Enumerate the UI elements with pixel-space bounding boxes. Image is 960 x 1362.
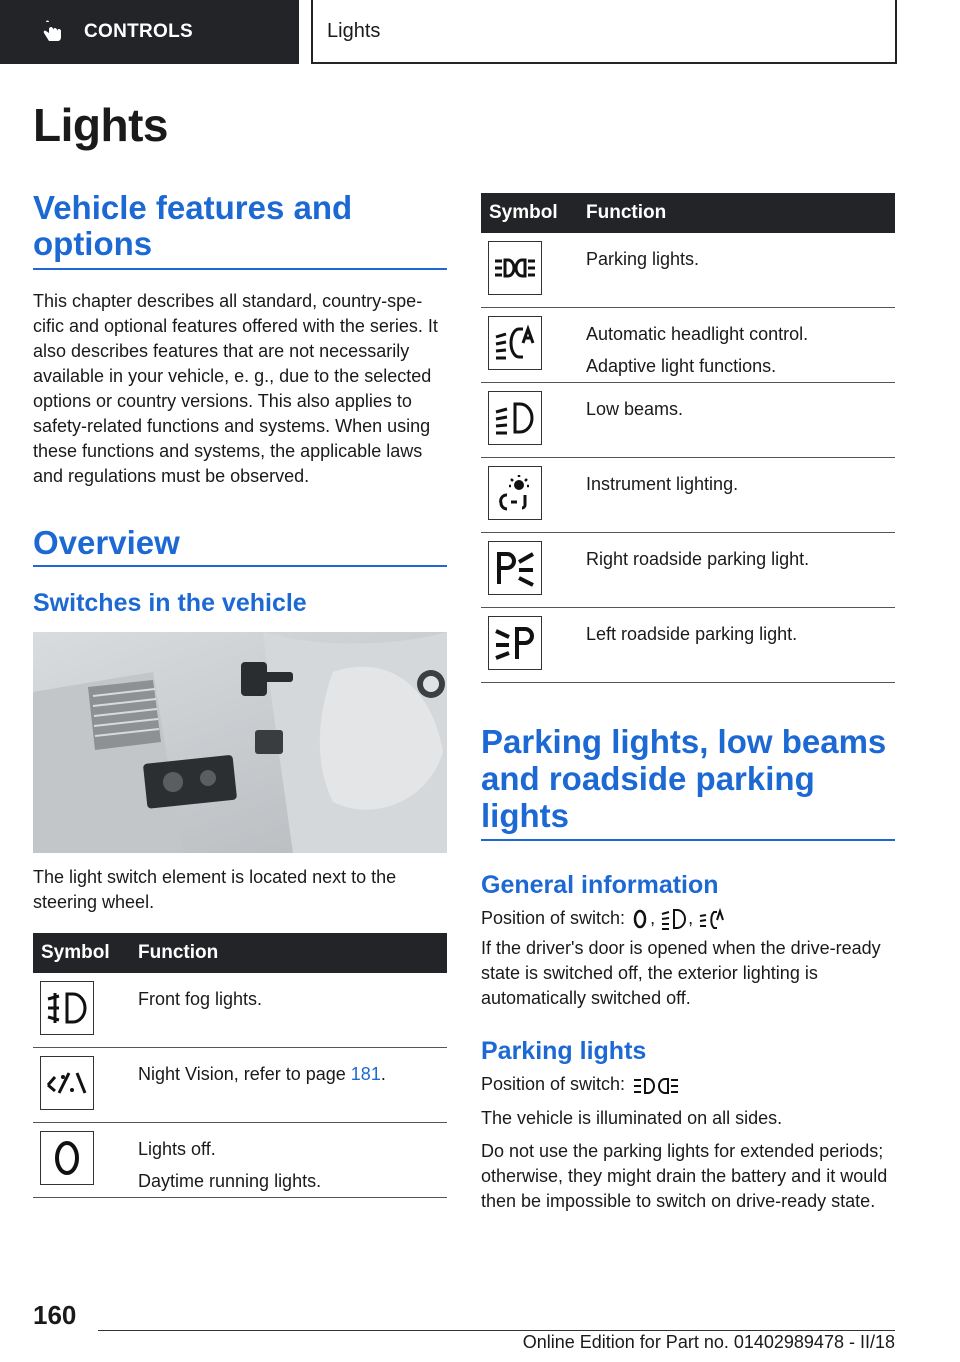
separator: , bbox=[650, 908, 656, 928]
parking-switch-position bbox=[481, 1072, 895, 1097]
photo-caption: The light switch element is located next to the steering wheel. bbox=[33, 867, 397, 912]
left-symbol-table bbox=[33, 933, 447, 1198]
table-row bbox=[481, 458, 895, 533]
function-column-header: Function bbox=[578, 193, 895, 233]
row-text-line: Daytime running lights. bbox=[138, 1171, 322, 1191]
parking-section-heading-block bbox=[481, 723, 895, 841]
row-text: Night Vision, refer to page bbox=[138, 1064, 351, 1084]
table-row bbox=[481, 608, 895, 683]
page-title: Lights bbox=[33, 99, 168, 151]
instrument-lighting-icon bbox=[488, 466, 542, 520]
parking-section-heading: Parking lights, low beams and roadside parking lights bbox=[481, 723, 887, 834]
table-row bbox=[481, 308, 895, 383]
parking-lights-icon bbox=[488, 241, 542, 295]
parking-lights-icon bbox=[630, 1074, 682, 1098]
dashboard-illustration bbox=[33, 632, 447, 853]
separator: , bbox=[688, 908, 694, 928]
right-symbol-table bbox=[481, 193, 895, 683]
symbol-column-header: Symbol bbox=[33, 933, 130, 973]
automatic-headlight-icon bbox=[488, 316, 542, 370]
header-bar bbox=[0, 0, 960, 66]
row-text-line: Lights off. bbox=[138, 1139, 216, 1159]
parking-paragraph-1: The vehicle is illuminated on all sides. bbox=[481, 1107, 783, 1128]
position-label: Position of switch: bbox=[481, 1074, 626, 1095]
right-column bbox=[481, 193, 895, 1214]
table-row bbox=[481, 533, 895, 608]
lights-off-icon bbox=[630, 907, 650, 931]
table-row bbox=[33, 973, 447, 1048]
table-row bbox=[33, 1123, 447, 1198]
row-text-line: Instrument lighting. bbox=[586, 474, 739, 494]
front-fog-lights-icon bbox=[40, 981, 94, 1035]
footer bbox=[0, 1296, 960, 1362]
table-row bbox=[481, 383, 895, 458]
table-header-row bbox=[33, 933, 447, 973]
row-text-end: . bbox=[380, 1064, 386, 1084]
overview-heading: Overview bbox=[33, 524, 180, 561]
general-info-paragraph: If the driver's door is opened when the drive-ready state is switched off, the exterior lighting is automatically switched off. bbox=[481, 938, 881, 1009]
parking-lights-heading: Parking lights bbox=[481, 1037, 647, 1066]
automatic-headlight-icon bbox=[698, 907, 726, 931]
page-number: 160 bbox=[33, 1300, 77, 1330]
section-tab bbox=[0, 0, 299, 64]
overview-heading-block bbox=[33, 525, 447, 567]
topic-label: Lights bbox=[327, 19, 381, 42]
table-row bbox=[481, 233, 895, 308]
edition-text: Online Edition for Part no. 01402989478 - II/18 bbox=[522, 1332, 895, 1352]
row-text-line: Automatic headlight control. bbox=[586, 324, 809, 344]
row-text-line: Parking lights. bbox=[586, 249, 700, 269]
table-row bbox=[33, 1048, 447, 1123]
features-paragraph: This chapter describes all standard, country-specific and optional features offered with the series. It also describes features that are not necessarily available in your vehicle, e. g., due to the selected options or country versions. This also applies to safety-related functions and systems. When using these functions and systems, the applicable laws and regulations must be observed. bbox=[33, 291, 438, 486]
light-switch-photo bbox=[33, 632, 447, 853]
features-heading: Vehicle features and options bbox=[33, 189, 353, 262]
row-text-line: Low beams. bbox=[586, 399, 684, 419]
table-header-row bbox=[481, 193, 895, 233]
symbol-column-header: Symbol bbox=[481, 193, 578, 233]
features-heading-block bbox=[33, 190, 447, 270]
low-beams-icon bbox=[488, 391, 542, 445]
lights-off-icon bbox=[40, 1131, 94, 1185]
page-link[interactable]: 181 bbox=[350, 1064, 381, 1084]
general-switch-position bbox=[481, 906, 895, 931]
left-roadside-parking-icon bbox=[488, 616, 542, 670]
position-label: Position of switch: bbox=[481, 908, 626, 928]
left-column bbox=[33, 190, 447, 1198]
row-text-line: Right roadside parking light. bbox=[586, 549, 810, 569]
row-text-line: Front fog lights. bbox=[138, 989, 263, 1009]
parking-paragraph-2: Do not use the parking lights for extended periods; otherwise, they might drain the battery and it would then be impossible to switch on drive-ready state. bbox=[481, 1140, 888, 1211]
row-text-line: Adaptive light functions. bbox=[586, 356, 777, 376]
low-beams-icon bbox=[660, 907, 688, 931]
function-column-header: Function bbox=[130, 933, 447, 973]
row-text-line: Left roadside parking light. bbox=[586, 624, 798, 644]
footer-rule bbox=[98, 1330, 895, 1331]
section-label: CONTROLS bbox=[84, 21, 194, 42]
topic-tab bbox=[311, 0, 897, 64]
switches-heading: Switches in the vehicle bbox=[33, 589, 307, 617]
night-vision-icon bbox=[40, 1056, 94, 1110]
general-info-heading: General information bbox=[481, 871, 719, 899]
right-roadside-parking-icon bbox=[488, 541, 542, 595]
hand-pointer-icon bbox=[40, 19, 66, 45]
